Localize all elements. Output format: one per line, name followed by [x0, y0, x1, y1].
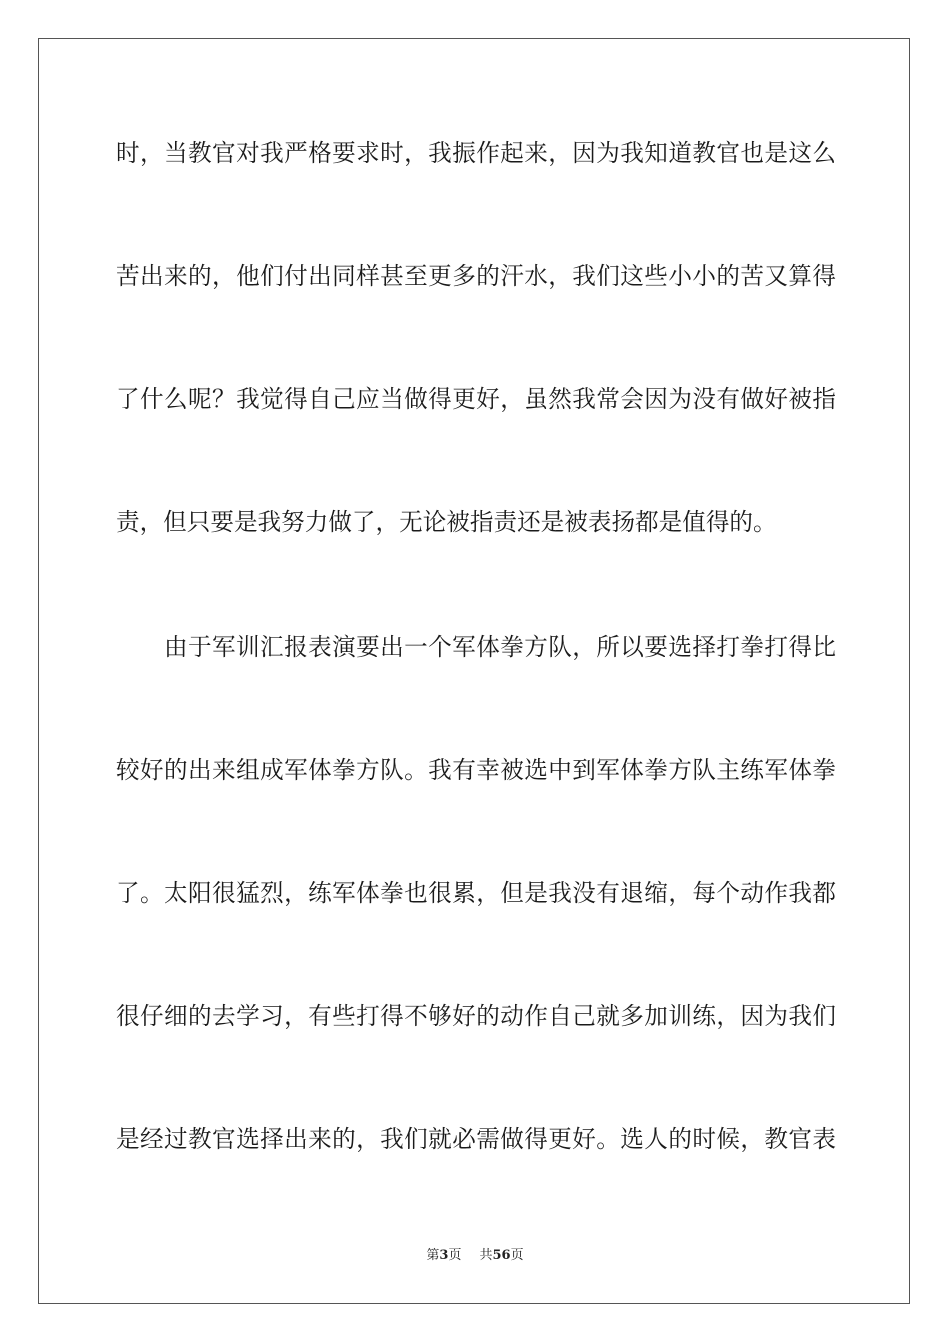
paragraph-line: 时，当教官对我严格要求时，我振作起来，因为我知道教官也是这么	[116, 139, 836, 167]
paragraph-line: 责，但只要是我努力做了，无论被指责还是被表扬都是值得的。	[116, 508, 777, 536]
paragraph-line: 了。太阳很猛烈，练军体拳也很累，但是我没有退缩，每个动作我都	[116, 879, 836, 907]
paragraph-line: 由于军训汇报表演要出一个军体拳方队，所以要选择打拳打得比	[164, 633, 836, 661]
paragraph-line: 苦出来的，他们付出同样甚至更多的汗水，我们这些小小的苦又算得	[116, 262, 836, 290]
paragraph-line: 是经过教官选择出来的，我们就必需做得更好。选人的时候，教官表	[116, 1125, 836, 1153]
paragraph-line: 很仔细的去学习，有些打得不够好的动作自己就多加训练，因为我们	[116, 1002, 836, 1030]
total-pages: 56	[492, 1248, 511, 1263]
page-border	[38, 38, 910, 1304]
page-number: 3	[439, 1248, 449, 1263]
total-prefix: 共	[479, 1248, 493, 1263]
page-suffix: 页	[448, 1248, 462, 1263]
paragraph-line: 了什么呢？我觉得自己应当做得更好，虽然我常会因为没有做好被指	[116, 385, 836, 413]
page-footer	[0, 1246, 950, 1266]
paragraph-line: 较好的出来组成军体拳方队。我有幸被选中到军体拳方队主练军体拳	[116, 756, 836, 784]
total-suffix: 页	[510, 1248, 524, 1263]
page-prefix: 第	[426, 1248, 440, 1263]
